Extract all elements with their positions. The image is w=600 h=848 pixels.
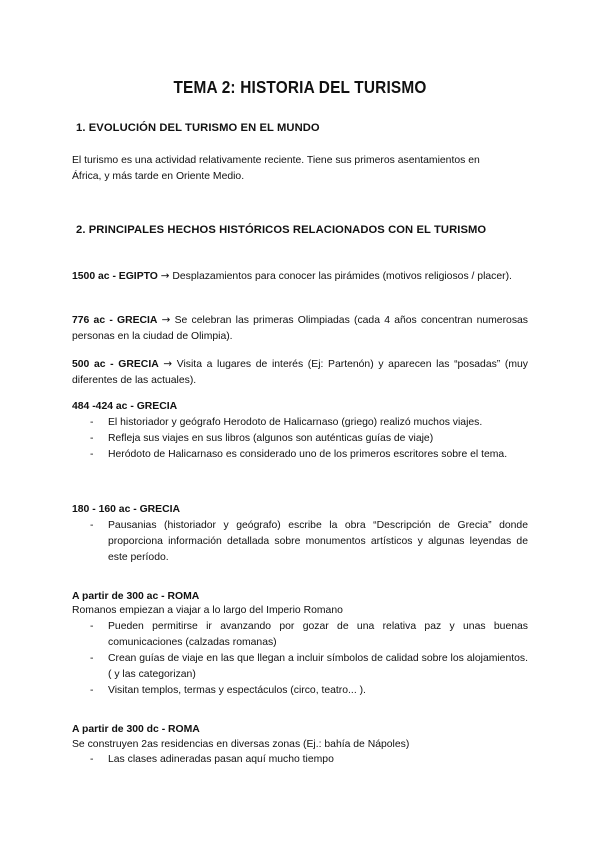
section-2-heading: 2. PRINCIPALES HECHOS HISTÓRICOS RELACIONADOS CON EL TURISMO bbox=[76, 224, 487, 236]
intro-line-1: El turismo es una actividad relativamente reciente. Tiene sus primeros asentamientos en bbox=[72, 155, 480, 166]
document-title: TEMA 2: HISTORIA DEL TURISMO bbox=[173, 77, 427, 97]
event-grecia-484-heading: 484 -424 ac - GRECIA bbox=[72, 401, 178, 412]
section-1-heading: 1. EVOLUCIÓN DEL TURISMO EN EL MUNDO bbox=[76, 122, 320, 134]
event-grecia-180-list bbox=[72, 518, 528, 566]
event-grecia-180-heading: 180 - 160 ac - GRECIA bbox=[72, 504, 180, 515]
dash-bullet: - bbox=[90, 685, 94, 696]
event-roma-300dc-list bbox=[72, 752, 528, 768]
event-text: Visita a lugares de interés (Ej: Partenón) y aparecen las “posadas” (muy diferentes de las actuales). bbox=[72, 359, 529, 386]
dash-bullet: - bbox=[90, 433, 94, 444]
event-roma-300ac-list bbox=[72, 619, 528, 699]
dash-bullet: - bbox=[90, 417, 94, 428]
arrow-icon: → bbox=[161, 314, 171, 326]
event-roma-300ac-lead: Romanos empiezan a viajar a lo largo del Imperio Romano bbox=[72, 605, 343, 616]
dash-bullet: - bbox=[90, 754, 94, 765]
event-grecia-500 bbox=[72, 356, 528, 389]
list-item: - Pausanias (historiador y geógrafo) escribe la obra “Descripción de Grecia” donde proporciona información detallada sobre monumentos artísticos y algunas leyendas de este período. bbox=[90, 520, 528, 563]
event-date: 1500 ac - EGIPTO bbox=[72, 271, 158, 282]
dash-bullet: - bbox=[90, 621, 94, 632]
list-item: - Crean guías de viaje en las que llegan a incluir símbolos de calidad sobre los alojamientos. ( y las categorizan) bbox=[90, 653, 528, 680]
list-item: - Visitan templos, termas y espectáculos (circo, teatro... ). bbox=[72, 683, 528, 699]
list-item: - El historiador y geógrafo Herodoto de Halicarnaso (griego) realizó muchos viajes. bbox=[72, 415, 528, 431]
event-text: Se celebran las primeras Olimpiadas (cada 4 años concentran numerosas personas en la ciudad de Olimpia). bbox=[72, 315, 528, 342]
section-1-intro bbox=[72, 153, 528, 185]
list-item: - Las clases adineradas pasan aquí mucho tiempo bbox=[72, 752, 528, 768]
event-egipto bbox=[72, 268, 528, 285]
event-date: 500 ac - GRECIA bbox=[72, 359, 159, 370]
intro-line-2: África, y más tarde en Oriente Medio. bbox=[72, 171, 245, 182]
dash-bullet: - bbox=[90, 520, 94, 531]
event-grecia-776 bbox=[72, 312, 528, 345]
event-date: 776 ac - GRECIA bbox=[72, 315, 158, 326]
arrow-icon: → bbox=[160, 270, 170, 282]
dash-bullet: - bbox=[90, 653, 94, 664]
event-roma-300dc-heading: A partir de 300 dc - ROMA bbox=[72, 724, 200, 735]
list-item: - Heródoto de Halicarnaso es considerado uno de los primeros escritores sobre el tema. bbox=[72, 447, 528, 463]
arrow-icon: → bbox=[163, 358, 173, 370]
event-text: Desplazamientos para conocer las pirámides (motivos religiosos / placer). bbox=[172, 271, 512, 282]
event-grecia-484-list bbox=[72, 415, 528, 463]
event-roma-300dc-lead: Se construyen 2as residencias en diversas zonas (Ej.: bahía de Nápoles) bbox=[72, 739, 410, 750]
list-item: - Refleja sus viajes en sus libros (algunos son auténticas guías de viaje) bbox=[72, 431, 528, 447]
list-item: - Pueden permitirse ir avanzando por gozar de una relativa paz y unas buenas comunicaciones (calzadas romanas) bbox=[90, 621, 528, 648]
event-roma-300ac-heading: A partir de 300 ac - ROMA bbox=[72, 591, 200, 602]
dash-bullet: - bbox=[90, 449, 94, 460]
